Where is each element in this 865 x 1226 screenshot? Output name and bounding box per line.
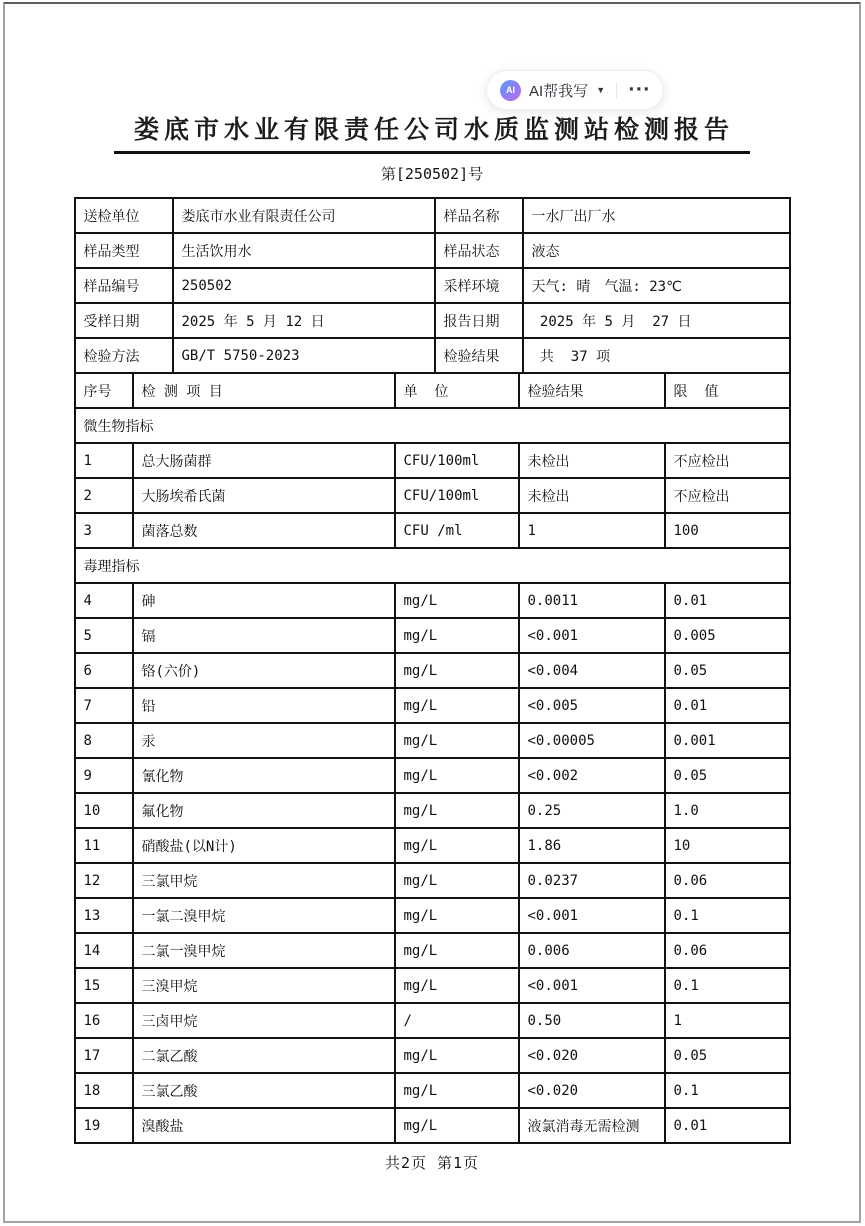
- cell-seq[interactable]: 17: [75, 1038, 133, 1073]
- detail-row: [75, 513, 790, 548]
- info-row: [75, 233, 790, 268]
- cell-unit[interactable]: CFU/100ml: [395, 443, 519, 478]
- cell-result[interactable]: 1: [519, 513, 665, 548]
- cell-item[interactable]: 总大肠菌群: [133, 443, 395, 478]
- cell-result[interactable]: <0.00005: [519, 723, 665, 758]
- sample-info-table: [74, 197, 791, 374]
- cell-unit[interactable]: CFU/100ml: [395, 478, 519, 513]
- cell-seq[interactable]: 12: [75, 863, 133, 898]
- cell-seq[interactable]: 4: [75, 583, 133, 618]
- info-value[interactable]: 2025 年 5 月 27 日: [523, 303, 790, 338]
- detail-row: [75, 863, 790, 898]
- info-label[interactable]: 受样日期: [75, 303, 173, 338]
- info-value[interactable]: 天气: 晴 气温: 23℃: [523, 268, 790, 303]
- cell-limit[interactable]: 不应检出: [665, 478, 790, 513]
- cell-unit[interactable]: mg/L: [395, 618, 519, 653]
- cell-unit[interactable]: mg/L: [395, 1108, 519, 1143]
- info-value[interactable]: GB/T 5750-2023: [173, 338, 435, 373]
- cell-item[interactable]: 三氯甲烷: [133, 863, 395, 898]
- cell-result[interactable]: 未检出: [519, 478, 665, 513]
- info-label[interactable]: 检验结果: [435, 338, 523, 373]
- cell-limit[interactable]: 1: [665, 1003, 790, 1038]
- cell-unit[interactable]: mg/L: [395, 583, 519, 618]
- detail-row: [75, 793, 790, 828]
- cell-seq[interactable]: 1: [75, 443, 133, 478]
- cell-item[interactable]: 二氯一溴甲烷: [133, 933, 395, 968]
- info-row: [75, 268, 790, 303]
- report-title-line: [5, 110, 859, 154]
- detail-header-cell[interactable]: 序号: [75, 373, 133, 408]
- detail-header-cell[interactable]: 检 测 项 目: [133, 373, 395, 408]
- cell-seq[interactable]: 11: [75, 828, 133, 863]
- info-label[interactable]: 样品类型: [75, 233, 173, 268]
- cell-limit[interactable]: 1.0: [665, 793, 790, 828]
- cell-item[interactable]: 溴酸盐: [133, 1108, 395, 1143]
- info-table-body: [75, 198, 790, 373]
- cell-item[interactable]: 砷: [133, 583, 395, 618]
- cell-seq[interactable]: 3: [75, 513, 133, 548]
- detail-row: [75, 583, 790, 618]
- detail-row: [75, 898, 790, 933]
- section-title[interactable]: 微生物指标: [75, 408, 790, 443]
- detail-row: [75, 478, 790, 513]
- info-value[interactable]: 娄底市水业有限责任公司: [173, 198, 435, 233]
- cell-result[interactable]: <0.001: [519, 618, 665, 653]
- cell-seq[interactable]: 8: [75, 723, 133, 758]
- info-value[interactable]: 250502: [173, 268, 435, 303]
- cell-unit[interactable]: /: [395, 1003, 519, 1038]
- cell-unit[interactable]: mg/L: [395, 1038, 519, 1073]
- cell-unit[interactable]: mg/L: [395, 758, 519, 793]
- cell-item[interactable]: 二氯乙酸: [133, 1038, 395, 1073]
- ai-assist-toolbar: [486, 70, 664, 110]
- cell-limit[interactable]: 0.01: [665, 1108, 790, 1143]
- info-label[interactable]: 采样环境: [435, 268, 523, 303]
- detail-row: [75, 758, 790, 793]
- cell-result[interactable]: 0.006: [519, 933, 665, 968]
- cell-result[interactable]: <0.020: [519, 1038, 665, 1073]
- more-options-button[interactable]: ···: [628, 79, 651, 100]
- detail-row: [75, 968, 790, 1003]
- test-results-table: [74, 372, 791, 1144]
- cell-result[interactable]: <0.020: [519, 1073, 665, 1108]
- detail-header-cell[interactable]: 限 值: [665, 373, 790, 408]
- cell-item[interactable]: 一氯二溴甲烷: [133, 898, 395, 933]
- cell-result[interactable]: 未检出: [519, 443, 665, 478]
- cell-limit[interactable]: 0.01: [665, 688, 790, 723]
- cell-item[interactable]: 铬(六价): [133, 653, 395, 688]
- cell-unit[interactable]: mg/L: [395, 1073, 519, 1108]
- cell-unit[interactable]: mg/L: [395, 898, 519, 933]
- detail-row: [75, 618, 790, 653]
- info-value[interactable]: 液态: [523, 233, 790, 268]
- info-value[interactable]: 共 37 项: [523, 338, 790, 373]
- chevron-down-icon: ▼: [596, 85, 606, 95]
- cell-seq[interactable]: 16: [75, 1003, 133, 1038]
- detail-row: [75, 688, 790, 723]
- cell-item[interactable]: 三氯乙酸: [133, 1073, 395, 1108]
- detail-row: [75, 1073, 790, 1108]
- detail-row: [75, 443, 790, 478]
- cell-seq[interactable]: 5: [75, 618, 133, 653]
- info-label[interactable]: 送检单位: [75, 198, 173, 233]
- cell-limit[interactable]: 0.05: [665, 653, 790, 688]
- detail-header-cell[interactable]: 检验结果: [519, 373, 665, 408]
- detail-header-cell[interactable]: 单 位: [395, 373, 519, 408]
- info-label[interactable]: 报告日期: [435, 303, 523, 338]
- cell-result[interactable]: <0.002: [519, 758, 665, 793]
- detail-row: [75, 1038, 790, 1073]
- cell-limit[interactable]: 0.05: [665, 1038, 790, 1073]
- cell-item[interactable]: 三溴甲烷: [133, 968, 395, 1003]
- cell-seq[interactable]: 18: [75, 1073, 133, 1108]
- cell-unit[interactable]: CFU /ml: [395, 513, 519, 548]
- cell-limit[interactable]: 0.01: [665, 583, 790, 618]
- cell-unit[interactable]: mg/L: [395, 723, 519, 758]
- info-label[interactable]: 检验方法: [75, 338, 173, 373]
- cell-result[interactable]: <0.001: [519, 968, 665, 1003]
- cell-item[interactable]: 铅: [133, 688, 395, 723]
- cell-seq[interactable]: 14: [75, 933, 133, 968]
- info-row: [75, 198, 790, 233]
- cell-item[interactable]: 镉: [133, 618, 395, 653]
- cell-item[interactable]: 三卤甲烷: [133, 1003, 395, 1038]
- report-title[interactable]: 娄底市水业有限责任公司水质监测站检测报告: [114, 110, 750, 154]
- cell-item[interactable]: 菌落总数: [133, 513, 395, 548]
- ai-write-button[interactable]: [500, 80, 605, 101]
- detail-row: [75, 1003, 790, 1038]
- cell-limit[interactable]: 0.06: [665, 863, 790, 898]
- cell-seq[interactable]: 9: [75, 758, 133, 793]
- cell-limit[interactable]: 0.05: [665, 758, 790, 793]
- cell-result[interactable]: 0.50: [519, 1003, 665, 1038]
- detail-header-row: [75, 373, 790, 408]
- cell-unit[interactable]: mg/L: [395, 653, 519, 688]
- cell-limit[interactable]: 100: [665, 513, 790, 548]
- cell-seq[interactable]: 19: [75, 1108, 133, 1143]
- cell-seq[interactable]: 10: [75, 793, 133, 828]
- info-label[interactable]: 样品名称: [435, 198, 523, 233]
- detail-row: [75, 933, 790, 968]
- cell-limit[interactable]: 10: [665, 828, 790, 863]
- cell-limit[interactable]: 0.1: [665, 1073, 790, 1108]
- cell-result[interactable]: 0.0237: [519, 863, 665, 898]
- info-value[interactable]: 2025 年 5 月 12 日: [173, 303, 435, 338]
- cell-result[interactable]: 1.86: [519, 828, 665, 863]
- section-row: [75, 408, 790, 443]
- cell-seq[interactable]: 15: [75, 968, 133, 1003]
- cell-item[interactable]: 硝酸盐(以N计): [133, 828, 395, 863]
- section-row: [75, 548, 790, 583]
- cell-result[interactable]: 液氯消毒无需检测: [519, 1108, 665, 1143]
- info-value[interactable]: 生活饮用水: [173, 233, 435, 268]
- document-page: [3, 2, 861, 1223]
- cell-unit[interactable]: mg/L: [395, 968, 519, 1003]
- info-value[interactable]: 一水厂出厂水: [523, 198, 790, 233]
- cell-seq[interactable]: 6: [75, 653, 133, 688]
- info-row: [75, 338, 790, 373]
- detail-table-body: [75, 408, 790, 1143]
- cell-unit[interactable]: mg/L: [395, 688, 519, 723]
- ai-logo-icon: AI: [500, 80, 521, 101]
- cell-item[interactable]: 汞: [133, 723, 395, 758]
- cell-result[interactable]: <0.001: [519, 898, 665, 933]
- cell-limit[interactable]: 不应检出: [665, 443, 790, 478]
- cell-seq[interactable]: 13: [75, 898, 133, 933]
- cell-unit[interactable]: mg/L: [395, 793, 519, 828]
- info-label[interactable]: 样品编号: [75, 268, 173, 303]
- cell-item[interactable]: 氰化物: [133, 758, 395, 793]
- cell-seq[interactable]: 2: [75, 478, 133, 513]
- cell-unit[interactable]: mg/L: [395, 828, 519, 863]
- toolbar-divider: [616, 82, 617, 98]
- cell-limit[interactable]: 0.001: [665, 723, 790, 758]
- ai-write-label: AI帮我写: [529, 82, 589, 100]
- detail-row: [75, 1108, 790, 1143]
- cell-result[interactable]: <0.005: [519, 688, 665, 723]
- detail-row: [75, 828, 790, 863]
- cell-item[interactable]: 大肠埃希氏菌: [133, 478, 395, 513]
- detail-row: [75, 723, 790, 758]
- cell-result[interactable]: 0.0011: [519, 583, 665, 618]
- cell-unit[interactable]: mg/L: [395, 933, 519, 968]
- cell-result[interactable]: 0.25: [519, 793, 665, 828]
- info-label[interactable]: 样品状态: [435, 233, 523, 268]
- cell-unit[interactable]: mg/L: [395, 863, 519, 898]
- detail-row: [75, 653, 790, 688]
- section-title[interactable]: 毒理指标: [75, 548, 790, 583]
- cell-limit[interactable]: 0.1: [665, 898, 790, 933]
- cell-limit[interactable]: 0.1: [665, 968, 790, 1003]
- info-row: [75, 303, 790, 338]
- page-number-footer[interactable]: 共2页 第1页: [384, 1154, 480, 1172]
- cell-result[interactable]: <0.004: [519, 653, 665, 688]
- cell-seq[interactable]: 7: [75, 688, 133, 723]
- cell-limit[interactable]: 0.005: [665, 618, 790, 653]
- cell-limit[interactable]: 0.06: [665, 933, 790, 968]
- report-number[interactable]: 第[250502]号: [380, 165, 484, 183]
- cell-item[interactable]: 氟化物: [133, 793, 395, 828]
